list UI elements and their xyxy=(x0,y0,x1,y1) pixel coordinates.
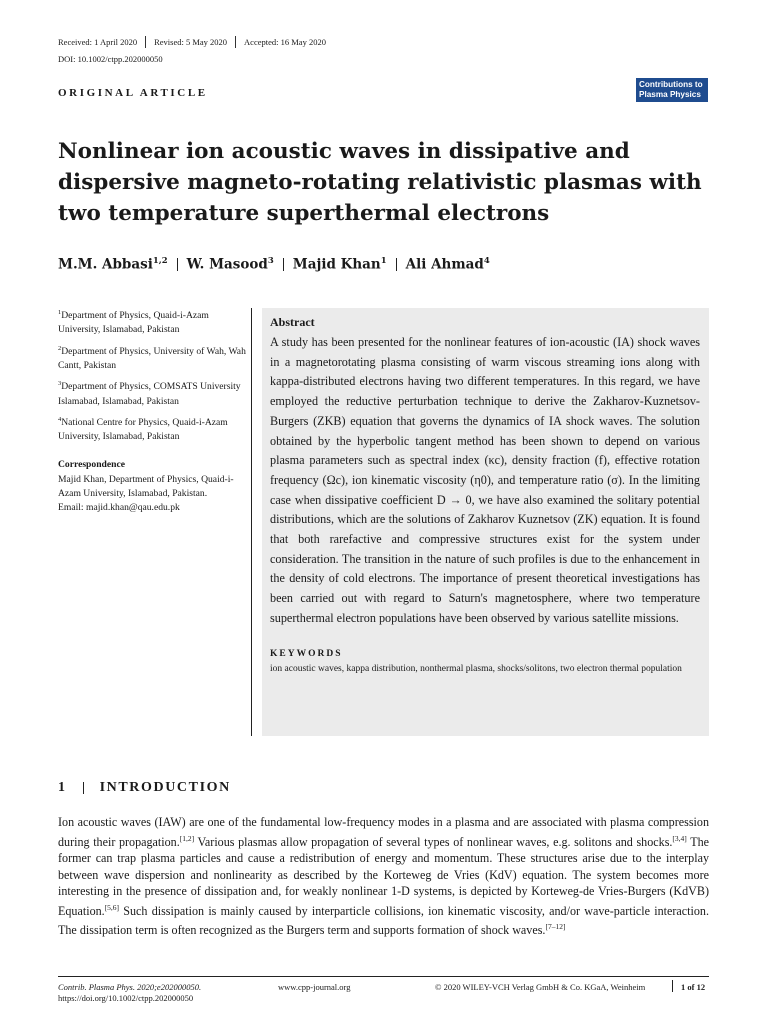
doi[interactable]: DOI: 10.1002/ctpp.202000050 xyxy=(58,54,163,64)
correspondence-heading: Correspondence xyxy=(58,459,125,471)
author[interactable]: M.M. Abbasi$^{1,2}$ xyxy=(58,256,168,273)
received-date: Received: 1 April 2020 xyxy=(58,37,138,47)
citation-ref[interactable]: [1,2] xyxy=(179,833,195,843)
publication-dates xyxy=(58,36,326,48)
section-title: INTRODUCTION xyxy=(99,780,231,795)
abstract-heading: Abstract xyxy=(270,315,315,329)
article-type: ORIGINAL ARTICLE xyxy=(58,87,208,99)
abstract-text: A study has been presented for the nonlinear features of ion-acoustic (IA) shock waves in a magnetorotating plasma consisting of warm viscous streaming ions along with kappa-distributed electrons having two different temperatures. In this regard, we have employed the reductive perturbation technique to derive the Zakharov-Kuznetsov-Burgers (ZKB) equation that governs the dynamics of IA shock waves. The solution obtained by the hyperbolic tangent method has been shown to depend on various plasma parameters such as spectral index (κc), density fraction (f), effective rotation frequency (Ωc), ion kinematic viscosity (η0), and temperature ratio (σ). In the limiting case when dissipative coefficient D → 0, we have also examined the solitary potential distributions, which are the solutions of Zakharov Kuznetsov (ZK) equation. It is found that both rarefactive and compressive structures exist for the system under consideration. The transition in the nature of such profiles is due to the enhancement in the density of cold electrons. The importance of present theoretical investigations has been carried out with regard to Saturn's magnetosphere, where two temperature superthermal electron populations have been observed by various satellite missions. xyxy=(270,335,700,625)
section-heading xyxy=(58,780,231,796)
affiliation: $^4$National Centre for Physics, Quaid-i-Azam University, Islamabad, Pakistan xyxy=(58,415,228,443)
correspondence-text: Majid Khan, Department of Physics, Quaid-i-Azam University, Islamabad, Pakistan. xyxy=(58,473,234,499)
author[interactable]: Ali Ahmad$^4$ xyxy=(405,256,490,273)
keywords-heading: KEYWORDS xyxy=(270,648,343,659)
footer-rule xyxy=(58,976,709,977)
author[interactable]: W. Masood$^3$ xyxy=(186,256,274,273)
article-title: Nonlinear ion acoustic waves in dissipative and dispersive magneto-rotating relativistic plasmas with two temperature superthermal electrons xyxy=(58,139,702,226)
footer-citation xyxy=(58,982,201,1004)
affiliations xyxy=(58,306,248,515)
journal-logo-line1: Contributions to xyxy=(639,80,703,89)
affiliation: $^2$Department of Physics, University of Wah, Wah Cantt, Pakistan xyxy=(58,344,246,371)
journal-website-link[interactable]: www.cpp-journal.org xyxy=(278,982,351,992)
journal-logo xyxy=(636,78,708,102)
section-number: 1 xyxy=(58,780,67,795)
page-number: 1 of 12 xyxy=(681,982,706,992)
keywords-text: ion acoustic waves, kappa distribution, nonthermal plasma, shocks/solitons, two electron thermal population xyxy=(270,663,682,674)
author-separator xyxy=(177,258,178,271)
column-divider xyxy=(251,308,252,736)
author-separator xyxy=(396,258,397,271)
footer-separator xyxy=(672,980,673,992)
journal-citation: Contrib. Plasma Phys. 2020;e202000050. xyxy=(58,982,202,992)
accepted-date: Accepted: 16 May 2020 xyxy=(244,37,326,47)
author[interactable]: Majid Khan$^1$ xyxy=(292,256,387,273)
section-separator xyxy=(83,782,84,794)
date-separator xyxy=(145,36,146,48)
citation-ref[interactable]: [5,6] xyxy=(104,902,120,912)
author-separator xyxy=(283,258,284,271)
citation-ref[interactable]: [7–12] xyxy=(545,922,566,932)
correspondence-email[interactable]: Email: majid.khan@qau.edu.pk xyxy=(58,501,180,513)
intro-paragraph: Ion acoustic waves (IAW) are one of the fundamental low-frequency modes in a plasma and are associated with plasma compression during their propagation.[1,2] Various plasmas allow propagation of several types of nonlinear waves, e.g. solitons and shocks.[3,4] The former can trap plasma particles and cause a redistribution of energy and momentum. These structures arise due to the interplay between wave dispersion and nonlinearity as described by the Korteweg de Vries (KdV) equation. The system becomes more interesting in the presence of dissipation and, for weakly nonlinear 1-D systems, is depicted by Korteweg-de Vries-Burgers (KdVB) Equation.[5,6] Such dissipation is mainly caused by interparticle collisions, ion kinematic viscosity, and/or wave-particle interaction. The dissipation term is often recognized as the Burgers term and supports formation of shock waves.[7–12] xyxy=(58,815,709,938)
citation-ref[interactable]: [3,4] xyxy=(672,833,687,843)
author-list xyxy=(58,256,490,273)
journal-logo-line2: Plasma Physics xyxy=(639,90,701,99)
doi-link[interactable]: https://doi.org/10.1002/ctpp.202000050 xyxy=(58,993,194,1003)
revised-date: Revised: 5 May 2020 xyxy=(154,37,228,47)
affiliation: $^1$Department of Physics, Quaid-i-Azam University, Islamabad, Pakistan xyxy=(58,309,209,336)
date-separator xyxy=(235,36,236,48)
abstract-box xyxy=(262,308,709,736)
affiliation: $^3$Department of Physics, COMSATS University Islamabad, Islamabad, Pakistan xyxy=(58,380,241,407)
copyright: © 2020 WILEY-VCH Verlag GmbH & Co. KGaA, Weinheim xyxy=(435,982,646,992)
